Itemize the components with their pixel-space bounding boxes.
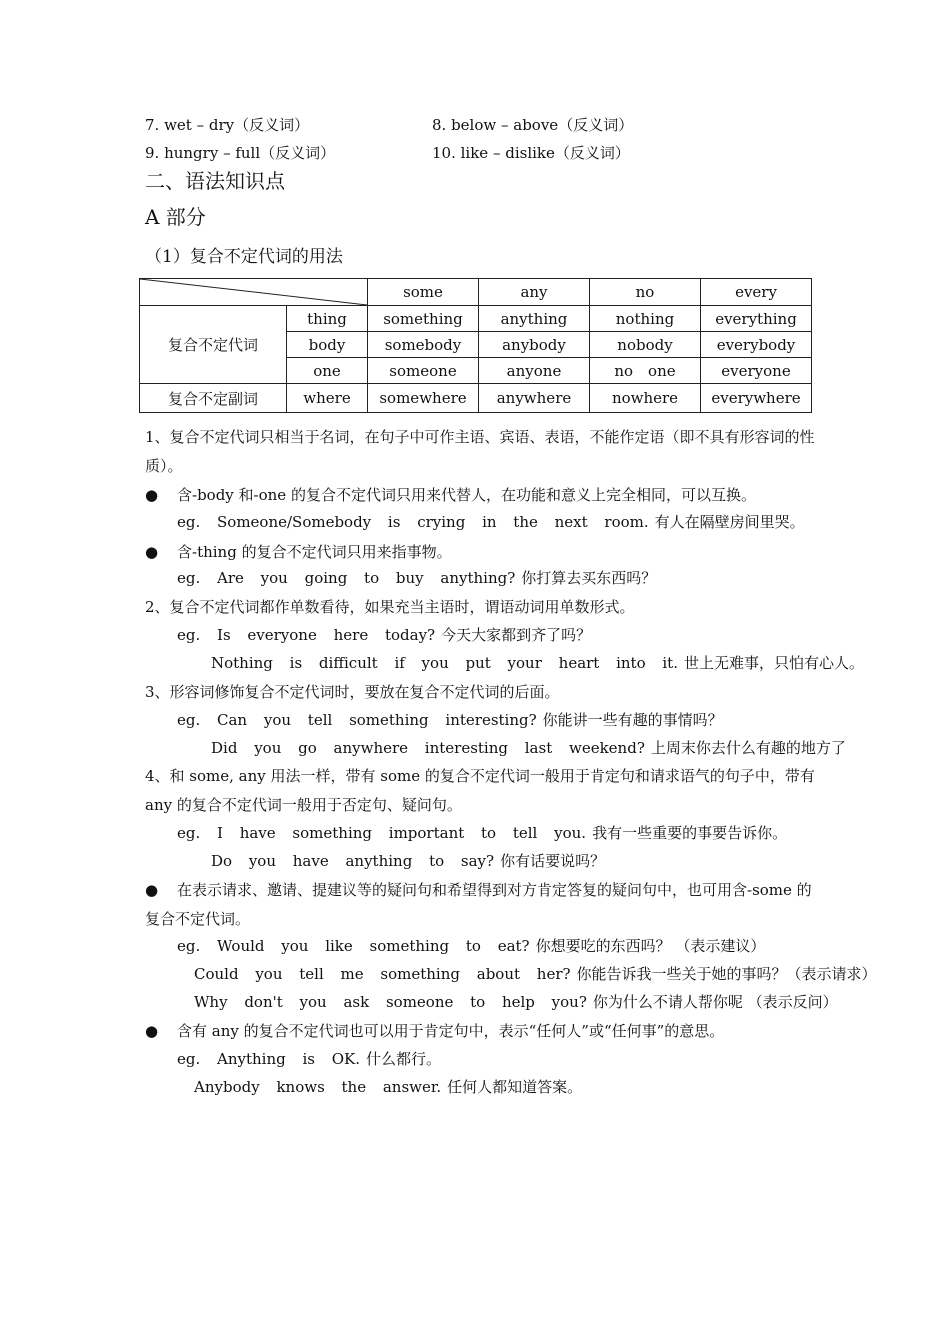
table-cell: anything xyxy=(479,306,590,332)
rule-2: 2、复合不定代词都作单数看待，如果充当主语时，谓语动词用单数形式。 xyxy=(145,598,635,616)
part-title: A 部分 xyxy=(145,205,206,229)
table-cell: everybody xyxy=(701,332,812,358)
example-en: eg. Can you tell something interesting? xyxy=(177,711,537,729)
table-cell: anywhere xyxy=(479,384,590,413)
rule-3: 3、形容词修饰复合不定代词时，要放在复合不定代词的后面。 xyxy=(145,683,560,701)
table-suffix: body xyxy=(287,332,368,358)
bullet-4-text: 含有 any 的复合不定代词也可以用于肯定句中，表示“任何人”或“任何事”的意思。 xyxy=(177,1022,725,1040)
table-cell: no one xyxy=(590,358,701,384)
table-cell: everything xyxy=(701,306,812,332)
bullet-dot: ● xyxy=(145,1022,159,1040)
example-12 xyxy=(177,1049,441,1069)
example-en: Do you have anything to say? xyxy=(211,852,495,870)
table-suffix: thing xyxy=(287,306,368,332)
table-cell: someone xyxy=(368,358,479,384)
example-10 xyxy=(194,964,877,984)
example-cn: 我有一些重要的事要告诉你。 xyxy=(592,824,788,842)
bullet-3-text: 在表示请求、邀请、提建议等的疑问句和希望得到对方肯定答复的疑问句中，也可用含-some 的复合不定代词。 xyxy=(145,881,812,928)
diagonal-line xyxy=(140,279,367,305)
example-cn: 你为什么不请人帮你呢 （表示反问） xyxy=(592,993,838,1011)
bullet-4 xyxy=(145,1017,815,1046)
example-13 xyxy=(194,1077,582,1097)
bullet-1-text: 含-body 和-one 的复合不定代词只用来代替人，在功能和意义上完全相同，可以互换。 xyxy=(177,486,756,504)
table-cell: anybody xyxy=(479,332,590,358)
example-cn: 有人在隔壁房间里哭。 xyxy=(654,513,805,531)
example-3 xyxy=(177,625,591,645)
bullet-2 xyxy=(145,538,815,567)
example-cn: 你想要吃的东西吗？ （表示建议） xyxy=(535,937,766,955)
example-en: Did you go anywhere interesting last weekend? xyxy=(211,739,645,757)
example-en: eg. Would you like something to eat? xyxy=(177,937,530,955)
table-corner-cell xyxy=(140,279,368,306)
table-cell: something xyxy=(368,306,479,332)
table-row xyxy=(140,306,812,332)
bullet-3 xyxy=(145,876,815,933)
example-cn: 你打算去买东西吗？ xyxy=(521,569,657,587)
table-header: any xyxy=(479,279,590,306)
bullet-1 xyxy=(145,481,815,510)
table-cell: nobody xyxy=(590,332,701,358)
example-4 xyxy=(211,653,864,673)
table-cell: somewhere xyxy=(368,384,479,413)
table-cell: nowhere xyxy=(590,384,701,413)
bullet-dot: ● xyxy=(145,486,159,504)
example-cn: 你能告诉我一些关于她的事吗？（表示请求） xyxy=(576,965,877,983)
example-en: Could you tell me something about her? xyxy=(194,965,571,983)
antonym-7: 7. wet – dry（反义词） xyxy=(145,116,310,134)
bullet-dot: ● xyxy=(145,543,159,561)
table-cell: anyone xyxy=(479,358,590,384)
example-en: eg. Are you going to buy anything? xyxy=(177,569,516,587)
bullet-dot: ● xyxy=(145,881,159,899)
example-cn: 今天大家都到齐了吗？ xyxy=(441,626,592,644)
table-group-label: 复合不定副词 xyxy=(140,384,287,413)
example-en: Nothing is difficult if you put your heart into it. xyxy=(211,654,678,672)
example-en: Why don't you ask someone to help you? xyxy=(194,993,587,1011)
table-group-label: 复合不定代词 xyxy=(140,306,287,384)
antonym-10: 10. like – dislike（反义词） xyxy=(432,144,630,162)
example-en: eg. I have something important to tell you. xyxy=(177,824,587,842)
pronoun-table xyxy=(139,278,812,413)
table-cell: everywhere xyxy=(701,384,812,413)
example-en: eg. Is everyone here today? xyxy=(177,626,436,644)
section-title: 二、语法知识点 xyxy=(145,169,285,193)
rule-1: 1、复合不定代词只相当于名词，在句子中可作主语、宾语、表语，不能作定语（即不具有形容词的性质）。 xyxy=(145,428,815,475)
table-row xyxy=(140,384,812,413)
subsection-title: （1）复合不定代词的用法 xyxy=(145,247,343,267)
bullet-2-text: 含-thing 的复合不定代词只用来指事物。 xyxy=(177,543,452,561)
antonym-9: 9. hungry – full（反义词） xyxy=(145,144,336,162)
table-header: some xyxy=(368,279,479,306)
antonym-8: 8. below – above（反义词） xyxy=(432,116,634,134)
table-cell: nothing xyxy=(590,306,701,332)
example-6 xyxy=(211,738,846,758)
example-2 xyxy=(177,568,656,588)
example-11 xyxy=(194,992,838,1012)
example-5 xyxy=(177,710,723,730)
rule-4: 4、和 some, any 用法一样，带有 some 的复合不定代词一般用于肯定句和请求语气的句子中，带有 any 的复合不定代词一般用于否定句、疑问句。 xyxy=(145,767,815,814)
example-en: Anybody knows the answer. xyxy=(194,1078,442,1096)
example-en: eg. Someone/Somebody is crying in the next room. xyxy=(177,513,649,531)
example-9 xyxy=(177,936,765,956)
example-cn: 什么都行。 xyxy=(366,1050,442,1068)
table-cell: everyone xyxy=(701,358,812,384)
table-header-row xyxy=(140,279,812,306)
table-cell: somebody xyxy=(368,332,479,358)
example-cn: 任何人都知道答案。 xyxy=(447,1078,583,1096)
table-header: every xyxy=(701,279,812,306)
example-en: eg. Anything is OK. xyxy=(177,1050,361,1068)
example-1 xyxy=(177,512,805,532)
table-header: no xyxy=(590,279,701,306)
example-cn: 上周末你去什么有趣的地方了 xyxy=(650,739,846,757)
example-7 xyxy=(177,823,787,843)
example-8 xyxy=(211,851,605,871)
example-cn: 你能讲一些有趣的事情吗？ xyxy=(542,711,723,729)
example-cn: 世上无难事，只怕有心人。 xyxy=(683,654,864,672)
example-cn: 你有话要说吗？ xyxy=(500,852,606,870)
table-suffix: where xyxy=(287,384,368,413)
table-suffix: one xyxy=(287,358,368,384)
